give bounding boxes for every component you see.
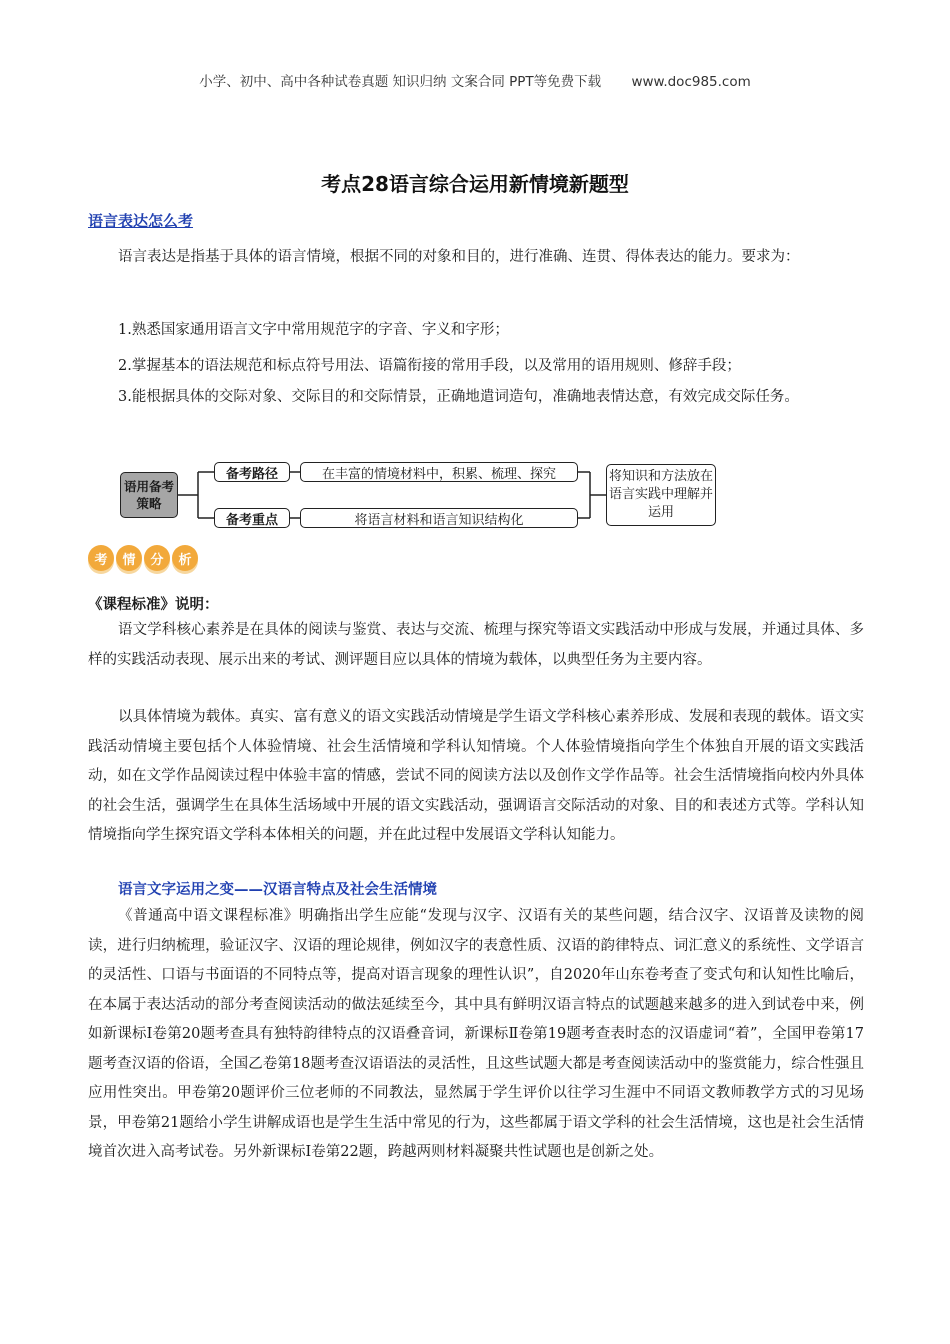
focus-text-box: 将语言材料和语言知识结构化 [300,508,578,528]
badge-char-3: 分 [144,545,170,571]
badge-char-4: 析 [172,545,198,571]
strategy-box: 语用备考策略 [120,472,178,518]
badge-char-2: 情 [116,545,142,571]
path-text-box: 在丰富的情境材料中，积累、梳理、探究 [300,462,578,482]
page-header [0,70,950,90]
intro-paragraph: 语言表达是指基于具体的语言情境，根据不同的对象和目的，进行准确、连贯、得体表达的能力。要求为： [118,249,800,265]
standard-paragraph-1: 语文学科核心素养是在具体的阅读与鉴赏、表达与交流、梳理与探究等语文实践活动中形成与发展，并通过具体、多样的实践活动表现、展示出来的考试、测评题目应以具体的情境为载体，以典型任务为主要内容。 [88,622,864,668]
requirement-item-3: 3.能根据具体的交际对象、交际目的和交际情景，正确地遣词造句，准确地表情达意，有效完成交际任务。 [118,389,799,405]
standard-label: 《课程标准》说明： [88,597,219,613]
result-box: 将知识和方法放在语言实践中理解并运用 [606,464,716,526]
header-text: 小学、初中、高中各种试卷真题 知识归纳 文案合同 PPT等免费下载 [199,74,602,90]
analysis-badge [88,545,198,577]
focus-label-box: 备考重点 [214,508,290,528]
subheading: 语言文字运用之变——汉语言特点及社会生活情境 [118,882,437,898]
path-label-box: 备考路径 [214,462,290,482]
analysis-paragraph: 《普通高中语文课程标准》明确指出学生应能“发现与汉字、汉语有关的某些问题，结合汉字、汉语普及读物的阅读，进行归纳梳理，验证汉字、汉语的理论规律，例如汉字的表意性质、汉语的韵律特点、词汇意义的系统性、文学语言的灵活性、口语与书面语的不同特点等，提高对语言现象的理性认识”，自2020年山东卷考查了变式句和认知性比喻后，在本属于表达活动的部分考查阅读活动的做法延续至今，其中具有鲜明汉语言特点的试题越来越多的进入到试卷中来，例如新课标Ⅰ卷第20题考查具有独特韵律特点的汉语叠音词，新课标Ⅱ卷第19题考查表时态的汉语虚词“着”，全国甲卷第17题考查汉语的俗语，全国乙卷第18题考查汉语语法的灵活性，且这些试题大都是考查阅读活动中的鉴赏能力，综合性强且应用性突出。甲卷第20题评价三位老师的不同教法，显然属于学生评价以往学习生涯中不同语文教师教学方式的习见场景，甲卷第21题给小学生讲解成语也是学生生活中常见的行为，这些都属于语文学科的社会生活情境，这也是社会生活情境首次进入高考试卷。另外新课标Ⅰ卷第22题，跨越两则材料凝聚共性试题也是创新之处。 [88,908,864,1160]
requirement-item-2: 2.掌握基本的语法规范和标点符号用法、语篇衔接的常用手段，以及常用的语用规则、修辞手段； [118,358,741,374]
page-title: 考点28语言综合运用新情境新题型 [321,172,629,196]
badge-char-1: 考 [88,545,114,571]
standard-paragraph-2: 以具体情境为载体。真实、富有意义的语文实践活动情境是学生语文学科核心素养形成、发展和表现的载体。语文实践活动情境主要包括个人体验情境、社会生活情境和学科认知情境。个人体验情境指向学生个体独自开展的语文实践活动，如在文学作品阅读过程中体验丰富的情感，尝试不同的阅读方法以及创作文学作品等。社会生活情境指向校内外具体的社会生活，强调学生在具体生活场域中开展的语文实践活动，强调语言交际活动的对象、目的和表述方式等。学科认知情境指向学生探究语文学科本体相关的问题，并在此过程中发展语文学科认知能力。 [88,709,864,843]
strategy-diagram [118,462,718,528]
section-link[interactable]: 语言表达怎么考 [88,212,194,230]
header-url[interactable]: www.doc985.com [631,74,751,90]
requirement-item-1: 1.熟悉国家通用语言文字中常用规范字的字音、字义和字形； [118,322,509,338]
